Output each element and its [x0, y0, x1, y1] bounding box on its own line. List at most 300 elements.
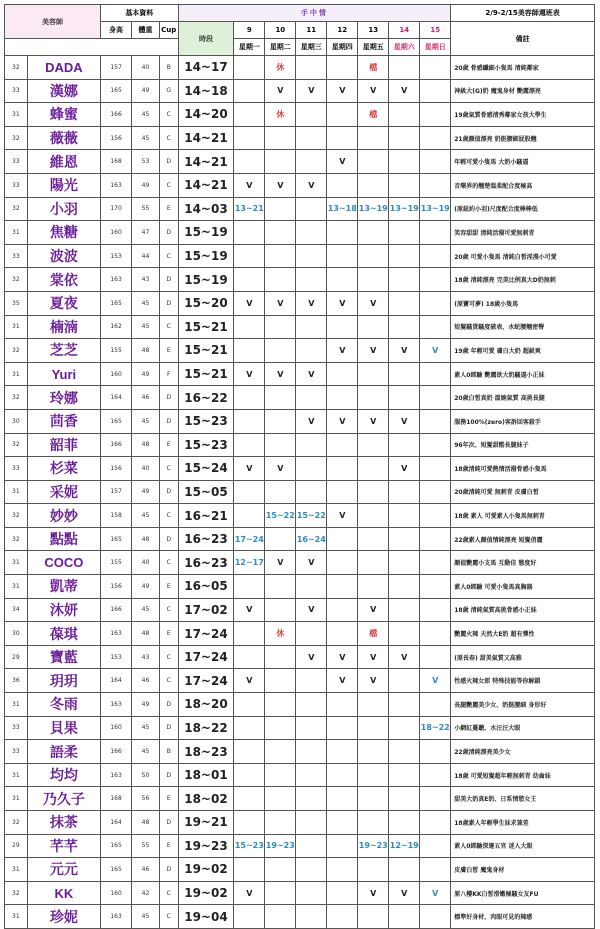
day-cell [296, 126, 327, 150]
cup-cell: E [159, 575, 178, 599]
cup-cell: C [159, 881, 178, 905]
day-cell [358, 386, 389, 410]
table-row [5, 551, 595, 575]
basic-info-header: 基本資料 [101, 5, 179, 22]
day-cell [265, 480, 296, 504]
weight-cell: 42 [132, 881, 160, 905]
day-cell [265, 386, 296, 410]
day-cell: V [389, 881, 420, 905]
day-cell: V [296, 79, 327, 103]
day-cell: 檔 [358, 56, 389, 80]
stylist-name: 冬雨 [27, 693, 100, 717]
height-cell: 163 [101, 268, 132, 292]
remark-cell: 原八樓KK白皙滑嫩極騷女友FU [451, 881, 595, 905]
table-row [5, 598, 595, 622]
day-cell [327, 173, 358, 197]
stylist-name: 語柔 [27, 740, 100, 764]
stylist-name: 焦糖 [27, 221, 100, 245]
day-cell: V [327, 291, 358, 315]
remark-cell: (原寶可夢) 18歲小隻馬 [451, 291, 595, 315]
day-cell: 12~19 [389, 834, 420, 858]
weight-cell: 47 [132, 221, 160, 245]
day-cell [358, 150, 389, 174]
day-cell [327, 126, 358, 150]
weight-cell: 55 [132, 197, 160, 221]
table-row [5, 244, 595, 268]
stylist-name: 陽光 [27, 173, 100, 197]
day-cell [296, 315, 327, 339]
remark-cell: (原長春) 甜美氣質又高雅 [451, 645, 595, 669]
day-cell: V [358, 598, 389, 622]
day-cell [296, 740, 327, 764]
age-cell: 32 [5, 881, 28, 905]
time-slot: 15~21 [178, 315, 234, 339]
day-cell [234, 433, 265, 457]
weight-cell: 40 [132, 56, 160, 80]
table-row [5, 173, 595, 197]
stylist-name: 夏夜 [27, 291, 100, 315]
day-label: 星期二 [265, 39, 296, 56]
table-row [5, 787, 595, 811]
day-cell [420, 905, 451, 929]
day-cell [420, 787, 451, 811]
age-cell: 33 [5, 740, 28, 764]
day-cell: V [296, 598, 327, 622]
remark-cell: 素人0經驗 可愛小隻馬真胸器 [451, 575, 595, 599]
day-cell [327, 221, 358, 245]
day-cell [420, 622, 451, 646]
day-cell [420, 763, 451, 787]
day-cell: V [234, 173, 265, 197]
day-cell: V [265, 362, 296, 386]
day-label: 星期日 [420, 39, 451, 56]
height-cell: 165 [101, 527, 132, 551]
cup-cell: B [159, 56, 178, 80]
age-cell: 31 [5, 693, 28, 717]
day-cell: 17~24 [234, 527, 265, 551]
remark-cell: 18歲 清純氣質高挑骨感小正妹 [451, 598, 595, 622]
day-cell [265, 716, 296, 740]
stylist-name: 棠依 [27, 268, 100, 292]
day-cell [420, 126, 451, 150]
day-cell [420, 173, 451, 197]
day-cell [296, 575, 327, 599]
day-cell [358, 905, 389, 929]
day-cell [358, 457, 389, 481]
day-cell [234, 504, 265, 528]
table-row [5, 315, 595, 339]
day-cell [234, 339, 265, 363]
day-cell [358, 480, 389, 504]
day-cell [327, 551, 358, 575]
age-cell: 31 [5, 103, 28, 127]
day-cell [296, 763, 327, 787]
stylist-name: 韶菲 [27, 433, 100, 457]
day-cell: V [327, 339, 358, 363]
day-cell [234, 386, 265, 410]
age-cell: 32 [5, 197, 28, 221]
cup-cell: C [159, 551, 178, 575]
age-cell: 31 [5, 763, 28, 787]
day-cell: V [327, 150, 358, 174]
time-slot: 19~23 [178, 834, 234, 858]
age-cell: 33 [5, 244, 28, 268]
day-cell [296, 622, 327, 646]
day-cell: V [358, 79, 389, 103]
day-cell: V [296, 409, 327, 433]
day-cell [265, 221, 296, 245]
cup-cell: D [159, 291, 178, 315]
table-row [5, 858, 595, 882]
age-cell: 32 [5, 504, 28, 528]
table-row [5, 716, 595, 740]
day-cell: V [296, 362, 327, 386]
table-row [5, 811, 595, 835]
time-slot: 14~21 [178, 150, 234, 174]
weight-cell: 48 [132, 811, 160, 835]
day-cell [327, 787, 358, 811]
day-cell [389, 150, 420, 174]
remark-cell: 笑容甜甜 清純活潑可愛無刺青 [451, 221, 595, 245]
day-cell [420, 480, 451, 504]
age-cell: 29 [5, 834, 28, 858]
weight-cell: 45 [132, 740, 160, 764]
weight-cell: 48 [132, 339, 160, 363]
day-cell: 19~23 [265, 834, 296, 858]
height-cell: 153 [101, 244, 132, 268]
time-slot: 17~24 [178, 669, 234, 693]
height-cell: 165 [101, 291, 132, 315]
age-cell: 31 [5, 575, 28, 599]
day-cell [389, 787, 420, 811]
day-cell [265, 881, 296, 905]
day-cell [358, 173, 389, 197]
day-cell: V [358, 291, 389, 315]
day-label: 星期六 [389, 39, 420, 56]
height-cell: 166 [101, 103, 132, 127]
table-row [5, 480, 595, 504]
day-cell [327, 386, 358, 410]
day-cell: V [420, 669, 451, 693]
age-cell: 29 [5, 645, 28, 669]
weight-cell: 45 [132, 504, 160, 528]
weight-cell: 43 [132, 268, 160, 292]
day-cell [389, 173, 420, 197]
table-row [5, 409, 595, 433]
day-cell [234, 126, 265, 150]
day-cell [358, 268, 389, 292]
day-cell [420, 740, 451, 764]
table-row [5, 527, 595, 551]
cup-cell: C [159, 905, 178, 929]
day-cell [265, 858, 296, 882]
day-cell [358, 221, 389, 245]
weight-cell: 49 [132, 79, 160, 103]
day-cell [265, 126, 296, 150]
day-cell [327, 693, 358, 717]
day-cell: V [296, 551, 327, 575]
time-slot: 14~18 [178, 79, 234, 103]
age-cell: 31 [5, 221, 28, 245]
age-cell: 31 [5, 362, 28, 386]
week-title: 2/9-2/15美容師週班表 [451, 5, 595, 22]
stylist-name: 漢娜 [27, 79, 100, 103]
day-cell [296, 457, 327, 481]
day-cell: V [234, 881, 265, 905]
day-cell [296, 339, 327, 363]
remark-cell: 短髮騷貨騷度破表，水蛇腰翹密臀 [451, 315, 595, 339]
day-cell [389, 315, 420, 339]
day-cell: 13~18 [327, 197, 358, 221]
cup-cell: D [159, 716, 178, 740]
weight-cell: 46 [132, 386, 160, 410]
day-cell [265, 197, 296, 221]
day-cell [296, 881, 327, 905]
remark-cell: 神級大(G)奶 魔鬼身材 艷麗漂亮 [451, 79, 595, 103]
stylist-name: 楠湳 [27, 315, 100, 339]
table-row [5, 291, 595, 315]
day-cell: 休 [265, 622, 296, 646]
cup-cell: E [159, 339, 178, 363]
remark-cell: 年輕可愛小隻馬 大奶小騷逼 [451, 150, 595, 174]
day-cell: V [234, 362, 265, 386]
day-cell [234, 811, 265, 835]
day-cell [265, 787, 296, 811]
cup-cell: D [159, 409, 178, 433]
remark-cell: 標準好身材、肉眼可見的辣感 [451, 905, 595, 929]
stylist-name: 波波 [27, 244, 100, 268]
height-cell: 158 [101, 504, 132, 528]
table-row [5, 221, 595, 245]
day-cell [420, 457, 451, 481]
weight-header: 體重 [132, 22, 160, 39]
age-cell: 33 [5, 79, 28, 103]
stylist-name: 小羽 [27, 197, 100, 221]
weight-cell: 46 [132, 669, 160, 693]
time-slot: 14~17 [178, 56, 234, 80]
day-cell [296, 834, 327, 858]
day-cell: 15~22 [296, 504, 327, 528]
day-cell [327, 315, 358, 339]
cup-cell: C [159, 504, 178, 528]
day-cell [389, 291, 420, 315]
day-num: 10 [265, 22, 296, 39]
day-cell [358, 244, 389, 268]
height-cell: 156 [101, 575, 132, 599]
stylist-name: 凱蒂 [27, 575, 100, 599]
age-cell: 31 [5, 787, 28, 811]
day-cell: V [358, 645, 389, 669]
weight-cell: 45 [132, 103, 160, 127]
time-slot: 17~02 [178, 598, 234, 622]
age-cell: 31 [5, 905, 28, 929]
day-cell [234, 56, 265, 80]
day-cell [327, 716, 358, 740]
day-cell [296, 905, 327, 929]
weight-cell: 45 [132, 409, 160, 433]
cup-cell: G [159, 79, 178, 103]
day-cell [265, 150, 296, 174]
time-slot: 14~20 [178, 103, 234, 127]
table-row [5, 457, 595, 481]
day-cell [234, 244, 265, 268]
day-cell: V [389, 645, 420, 669]
age-cell: 30 [5, 409, 28, 433]
day-cell: 16~24 [296, 527, 327, 551]
age-cell: 32 [5, 268, 28, 292]
day-num: 13 [358, 22, 389, 39]
remark-cell: 22歲素人顏值情純漂亮 短髮俏麗 [451, 527, 595, 551]
day-cell [389, 575, 420, 599]
time-slot: 15~19 [178, 221, 234, 245]
remark-cell: 甜美大奶真E奶、日系情慾女王 [451, 787, 595, 811]
table-row [5, 645, 595, 669]
time-slot: 18~23 [178, 740, 234, 764]
time-slot: 18~22 [178, 716, 234, 740]
day-cell [358, 575, 389, 599]
day-cell: V [234, 291, 265, 315]
header-spacer [5, 39, 179, 56]
cup-cell: D [159, 150, 178, 174]
time-slot: 14~21 [178, 126, 234, 150]
day-cell [296, 56, 327, 80]
day-cell: V [420, 881, 451, 905]
day-cell [234, 575, 265, 599]
table-row [5, 834, 595, 858]
height-cell: 160 [101, 881, 132, 905]
time-slot: 16~23 [178, 551, 234, 575]
day-cell: V [327, 409, 358, 433]
day-cell: V [265, 79, 296, 103]
table-row [5, 881, 595, 905]
day-cell [265, 339, 296, 363]
day-cell [234, 79, 265, 103]
day-cell: V [265, 551, 296, 575]
day-cell [296, 386, 327, 410]
age-cell: 31 [5, 858, 28, 882]
time-slot: 16~22 [178, 386, 234, 410]
remark-header: 備註 [451, 22, 595, 56]
weight-cell: 49 [132, 362, 160, 386]
day-cell [327, 763, 358, 787]
schedule-table [4, 4, 595, 929]
remark-cell: 20歲 骨感纖細小隻馬 清純鄰家 [451, 56, 595, 80]
age-cell: 32 [5, 811, 28, 835]
height-cell: 166 [101, 740, 132, 764]
cup-cell: D [159, 268, 178, 292]
age-cell: 32 [5, 56, 28, 80]
cup-cell: C [159, 244, 178, 268]
stylist-name: 均均 [27, 763, 100, 787]
age-cell: 33 [5, 150, 28, 174]
day-cell: V [265, 291, 296, 315]
stylist-name: 沐妍 [27, 598, 100, 622]
table-row [5, 362, 595, 386]
day-cell [358, 126, 389, 150]
day-cell [420, 575, 451, 599]
weight-cell: 49 [132, 480, 160, 504]
stylist-name: 點點 [27, 527, 100, 551]
day-cell: V [389, 457, 420, 481]
day-cell [265, 811, 296, 835]
day-cell [389, 669, 420, 693]
day-cell [420, 221, 451, 245]
remark-cell: 96年次、短髮甜酷長腿妹子 [451, 433, 595, 457]
weight-cell: 45 [132, 291, 160, 315]
cup-cell: D [159, 763, 178, 787]
stylist-name: 葆琪 [27, 622, 100, 646]
table-row [5, 740, 595, 764]
day-cell [327, 268, 358, 292]
height-cell: 156 [101, 126, 132, 150]
stylist-name: COCO [27, 551, 100, 575]
day-cell [420, 56, 451, 80]
day-cell [420, 433, 451, 457]
remark-cell: 19歲氣質骨感清秀鄰家女孩大學生 [451, 103, 595, 127]
day-cell [389, 740, 420, 764]
remark-cell: 皮膚白皙 魔鬼身材 [451, 858, 595, 882]
weight-cell: 45 [132, 905, 160, 929]
cup-cell: C [159, 173, 178, 197]
day-cell: V [265, 173, 296, 197]
day-cell [296, 787, 327, 811]
day-cell [234, 763, 265, 787]
time-slot: 19~04 [178, 905, 234, 929]
day-cell: V [234, 598, 265, 622]
day-cell: V [420, 339, 451, 363]
day-cell [327, 598, 358, 622]
time-slot: 19~02 [178, 858, 234, 882]
day-cell: V [327, 669, 358, 693]
weight-cell: 46 [132, 858, 160, 882]
stylist-name: 維恩 [27, 150, 100, 174]
day-cell: V [234, 457, 265, 481]
day-cell [265, 598, 296, 622]
remark-cell: 19歲 年輕可愛 膚白大奶 超級爽 [451, 339, 595, 363]
day-cell [389, 905, 420, 929]
height-cell: 155 [101, 551, 132, 575]
day-cell [265, 575, 296, 599]
table-row [5, 386, 595, 410]
day-cell [420, 386, 451, 410]
cup-header: Cup [159, 22, 178, 39]
time-header: 時段 [178, 22, 234, 56]
height-cell: 163 [101, 622, 132, 646]
day-cell [420, 645, 451, 669]
day-cell [358, 504, 389, 528]
height-cell: 163 [101, 905, 132, 929]
day-cell [389, 527, 420, 551]
remark-cell: 長腿艷麗美少女、奶挺腰細 身形好 [451, 693, 595, 717]
weight-cell: 45 [132, 315, 160, 339]
day-cell [234, 315, 265, 339]
day-cell: V [389, 409, 420, 433]
remark-cell: (原紐約小羽)尺度配合度棒棒低 [451, 197, 595, 221]
day-cell [296, 244, 327, 268]
cup-cell: C [159, 669, 178, 693]
day-cell [327, 622, 358, 646]
weight-cell: 48 [132, 622, 160, 646]
table-row [5, 56, 595, 80]
height-cell: 160 [101, 362, 132, 386]
day-cell [389, 362, 420, 386]
weight-cell: 49 [132, 575, 160, 599]
day-cell [327, 905, 358, 929]
height-cell: 160 [101, 221, 132, 245]
stylist-name: 乃久子 [27, 787, 100, 811]
day-cell [234, 740, 265, 764]
day-cell [389, 622, 420, 646]
